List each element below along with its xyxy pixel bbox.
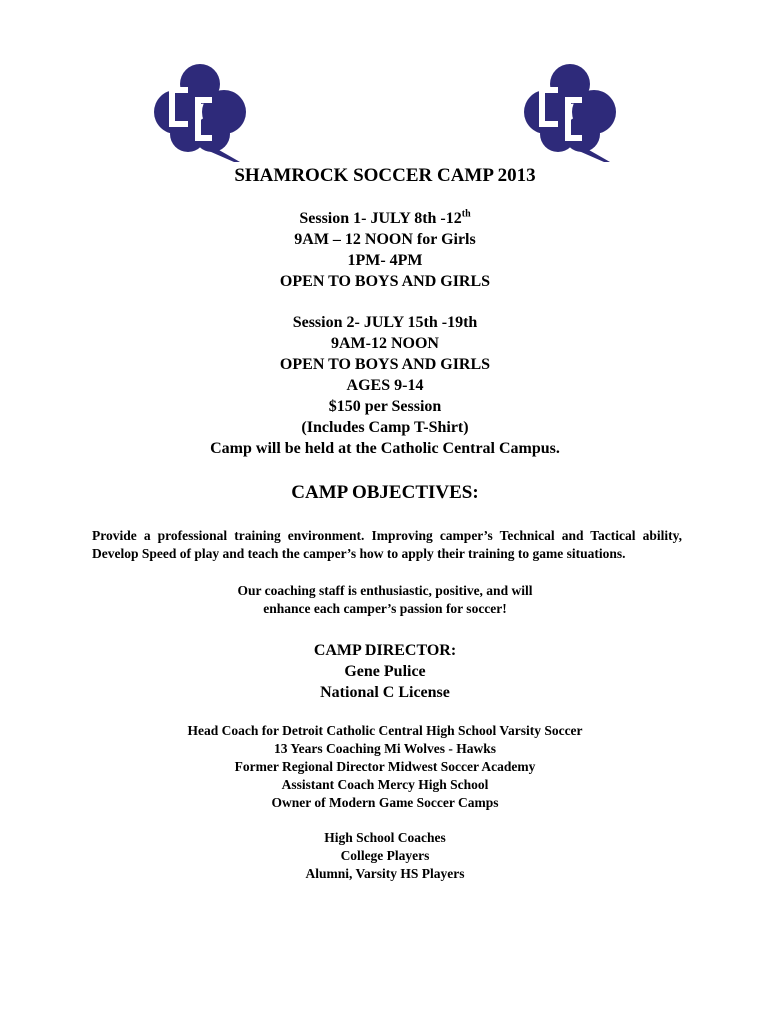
staff-item: High School Coaches: [324, 830, 446, 845]
session-2-open-note: OPEN TO BOYS AND GIRLS: [279, 356, 491, 373]
director-block: [0, 640, 770, 703]
credential-item: Former Regional Director Midwest Soccer Academy: [234, 759, 536, 774]
session-2-price: $150 per Session: [328, 398, 442, 415]
objectives-paragraph: Provide a professional training environment. Improving camper’s Technical and Tactical ability, Develop Speed of play and teach the camper’s how to apply their training to game situations.: [92, 528, 682, 561]
credential-item: Owner of Modern Game Soccer Camps: [271, 795, 499, 810]
session-2-time: 9AM-12 NOON: [331, 335, 439, 352]
objectives-note-line-1: Our coaching staff is enthusiastic, positive, and will: [237, 583, 533, 598]
coaching-staff-list: [0, 829, 770, 883]
director-credentials: [0, 722, 770, 812]
credential-item: 13 Years Coaching Mi Wolves - Hawks: [273, 741, 496, 756]
objectives-note-line-2: enhance each camper’s passion for soccer!: [263, 601, 507, 616]
director-heading: CAMP DIRECTOR:: [313, 642, 457, 659]
session-1-girls-time: 9AM – 12 NOON for Girls: [294, 231, 476, 248]
session-2-ages: AGES 9-14: [346, 377, 424, 394]
session-2-block: [0, 312, 770, 459]
staff-item: College Players: [340, 848, 430, 863]
session-2-includes: (Includes Camp T-Shirt): [301, 419, 469, 436]
shamrock-cc-logo-right: [520, 62, 620, 162]
objectives-staff-note: [0, 582, 770, 618]
session-1-block: [0, 208, 770, 292]
camp-location: Camp will be held at the Catholic Central Campus.: [210, 440, 560, 457]
director-license: National C License: [320, 684, 450, 701]
objectives-heading: CAMP OBJECTIVES:: [291, 482, 479, 503]
session-1-afternoon-time: 1PM- 4PM: [347, 252, 423, 269]
session-1-dates: Session 1- JULY 8th -12th: [299, 208, 471, 227]
shamrock-cc-logo-left: [150, 62, 250, 162]
session-2-dates: Session 2- JULY 15th -19th: [292, 314, 478, 331]
credential-item: Assistant Coach Mercy High School: [281, 777, 489, 792]
session-1-open-note: OPEN TO BOYS AND GIRLS: [279, 273, 491, 290]
staff-item: Alumni, Varsity HS Players: [305, 866, 465, 881]
director-name: Gene Pulice: [344, 663, 426, 680]
credential-item: Head Coach for Detroit Catholic Central High School Varsity Soccer: [187, 723, 583, 738]
page-title: SHAMROCK SOCCER CAMP 2013: [234, 165, 536, 186]
